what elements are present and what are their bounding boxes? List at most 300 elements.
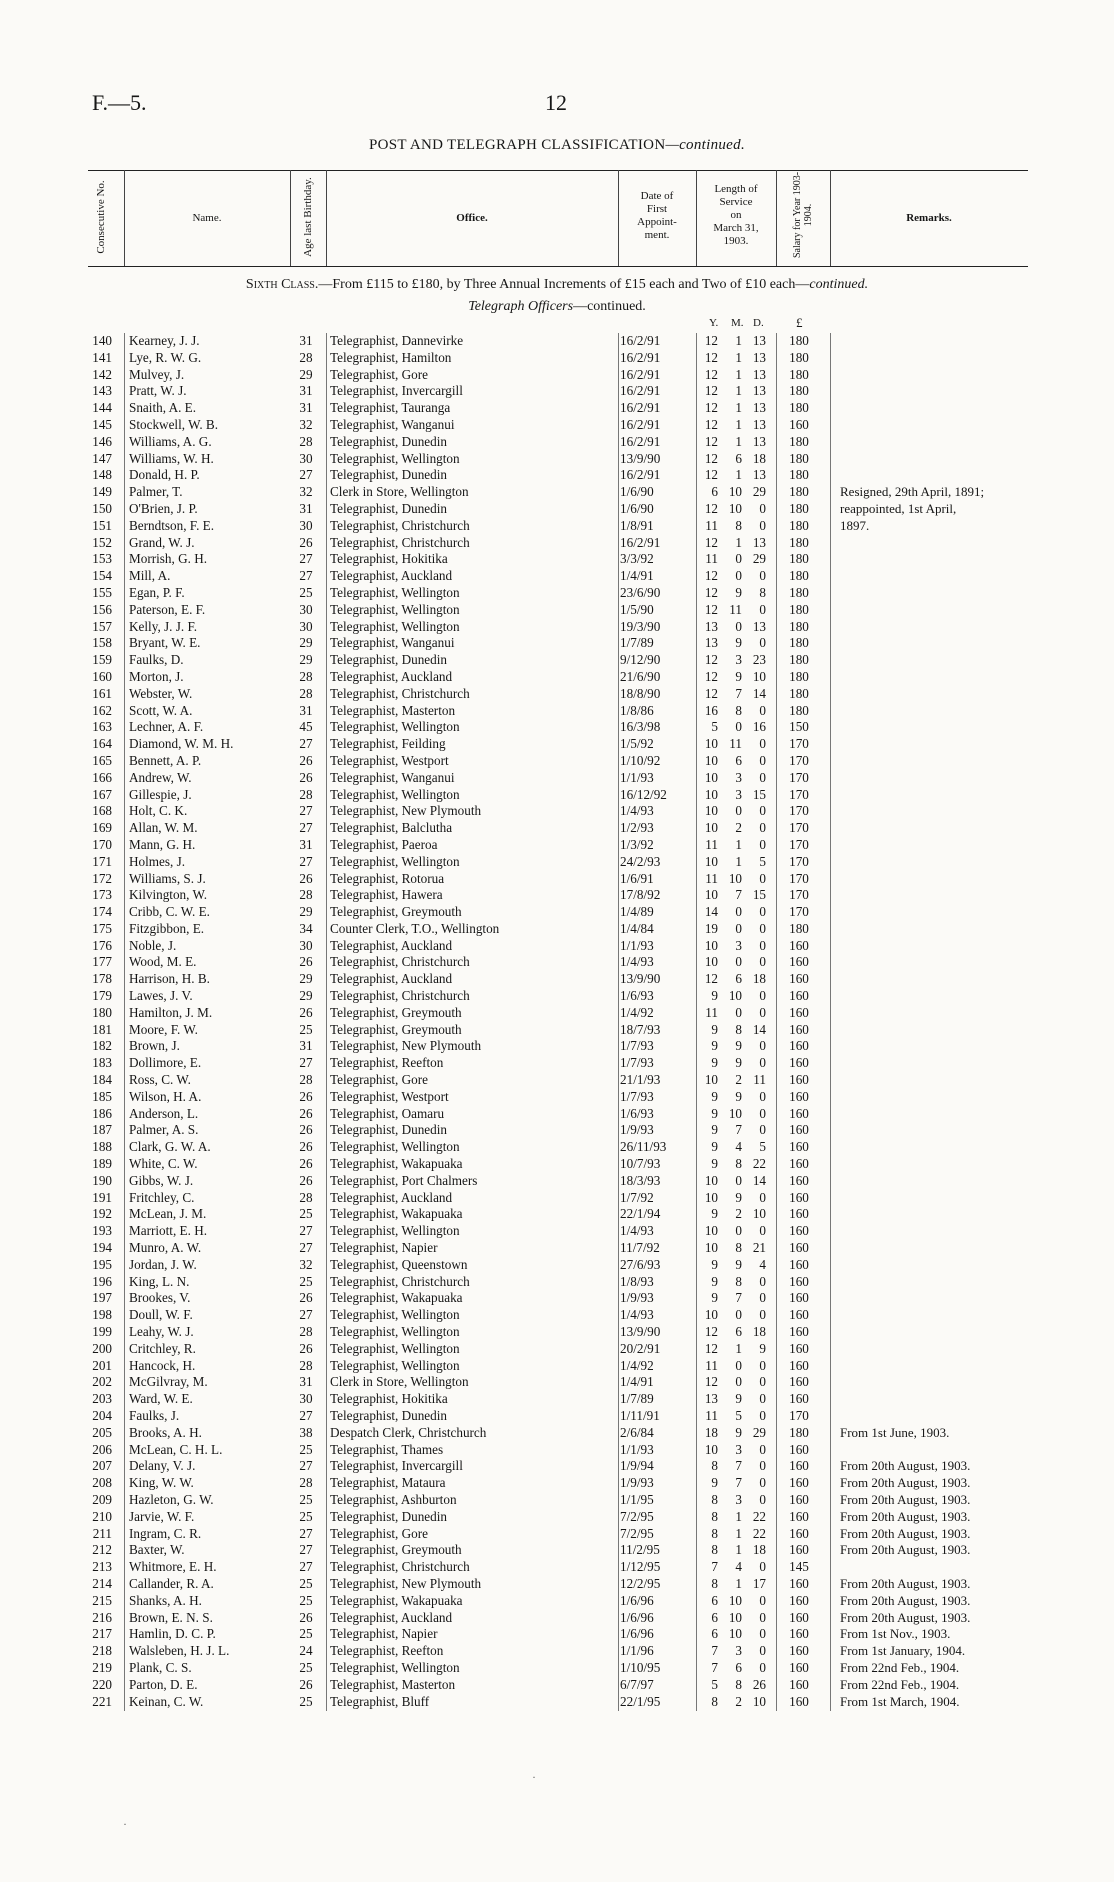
cell-y: 8 <box>711 1491 718 1507</box>
cell-m: 9 <box>735 1055 742 1071</box>
cell-d: 0 <box>759 820 766 836</box>
table-row <box>0 1106 1114 1123</box>
cell-name: Ross, C. W. <box>129 1072 191 1088</box>
cell-y: 8 <box>711 1542 718 1558</box>
cell-d: 29 <box>752 484 766 500</box>
cell-office: Telegraphist, Dunedin <box>330 1122 447 1138</box>
cell-salary: 180 <box>789 500 809 516</box>
cell-office: Telegraphist, Wellington <box>330 584 460 600</box>
cell-salary: 170 <box>789 904 809 920</box>
cell-y: 12 <box>704 366 718 382</box>
cell-date: 1/9/93 <box>620 1122 654 1138</box>
cell-date: 1/5/90 <box>620 601 654 617</box>
cell-name: Mulvey, J. <box>129 366 185 382</box>
cell-age: 25 <box>299 1206 313 1222</box>
cell-salary: 170 <box>789 803 809 819</box>
cell-salary: 160 <box>789 988 809 1004</box>
cell-date: 1/1/93 <box>620 769 654 785</box>
cell-date: 1/6/93 <box>620 1105 654 1121</box>
table-row <box>0 367 1114 384</box>
cell-no: 194 <box>92 1240 112 1256</box>
cell-date: 1/4/92 <box>620 1357 654 1373</box>
cell-y: 6 <box>711 484 718 500</box>
cell-d: 13 <box>752 349 766 365</box>
cell-d: 13 <box>752 400 766 416</box>
cell-d: 18 <box>752 450 766 466</box>
cell-m: 9 <box>735 635 742 651</box>
cell-m: 6 <box>735 971 742 987</box>
cell-age: 29 <box>299 988 313 1004</box>
table-row <box>0 1190 1114 1207</box>
cell-office: Telegraphist, Dunedin <box>330 1408 447 1423</box>
cell-d: 18 <box>752 1542 766 1558</box>
cell-y: 12 <box>704 1324 718 1340</box>
cell-age: 26 <box>299 1004 313 1020</box>
cell-salary: 180 <box>789 517 809 533</box>
cell-salary: 180 <box>789 484 809 500</box>
cell-y: 7 <box>711 1559 718 1575</box>
table-row <box>0 1475 1114 1492</box>
table-row <box>0 518 1114 535</box>
cell-name: Faulks, J. <box>129 1408 180 1423</box>
cell-name: Ingram, C. R. <box>129 1525 202 1541</box>
cell-d: 0 <box>759 517 766 533</box>
cell-no: 217 <box>92 1626 112 1642</box>
cell-date: 1/9/93 <box>620 1475 654 1491</box>
cell-age: 29 <box>299 971 313 987</box>
cell-salary: 180 <box>789 433 809 449</box>
cell-remarks: From 22nd Feb., 1904. <box>840 1659 960 1675</box>
cell-m: 3 <box>735 652 742 668</box>
cell-name: McLean, C. H. L. <box>129 1441 223 1457</box>
cell-d: 0 <box>759 769 766 785</box>
cell-m: 1 <box>735 1340 742 1356</box>
cell-d: 14 <box>752 1172 766 1188</box>
cell-salary: 180 <box>789 920 809 936</box>
cell-d: 0 <box>759 1374 766 1390</box>
cell-y: 12 <box>704 349 718 365</box>
cell-office: Telegraphist, Wellington <box>330 719 460 735</box>
cell-date: 6/7/97 <box>620 1676 654 1692</box>
cell-m: 0 <box>735 1307 742 1323</box>
cell-m: 10 <box>728 484 742 500</box>
cell-date: 23/6/90 <box>620 584 661 600</box>
cell-salary: 160 <box>789 1525 809 1541</box>
cell-office: Telegraphist, Gore <box>330 1525 428 1541</box>
cell-d: 0 <box>759 752 766 768</box>
cell-name: Clark, G. W. A. <box>129 1139 211 1155</box>
cell-date: 1/6/96 <box>620 1609 654 1625</box>
cell-salary: 180 <box>789 685 809 701</box>
cell-office: Telegraphist, Greymouth <box>330 904 462 920</box>
cell-date: 1/7/89 <box>620 635 654 651</box>
cell-name: Diamond, W. M. H. <box>129 736 234 752</box>
cell-salary: 160 <box>789 1391 809 1407</box>
table-row <box>0 1038 1114 1055</box>
cell-no: 166 <box>92 769 112 785</box>
cell-m: 1 <box>735 383 742 399</box>
cell-office: Telegraphist, Christchurch <box>330 1559 470 1575</box>
cell-age: 31 <box>299 836 313 852</box>
cell-no: 213 <box>92 1559 112 1575</box>
cell-no: 165 <box>92 752 112 768</box>
cell-office: Telegraphist, Thames <box>330 1441 444 1457</box>
cell-d: 13 <box>752 618 766 634</box>
cell-office: Telegraphist, Dunedin <box>330 1508 447 1524</box>
cell-office: Telegraphist, Christchurch <box>330 954 470 970</box>
cell-salary: 160 <box>789 1609 809 1625</box>
cell-y: 8 <box>711 1458 718 1474</box>
cell-date: 11/7/92 <box>620 1240 660 1256</box>
cell-y: 9 <box>711 1139 718 1155</box>
cell-salary: 160 <box>789 416 809 432</box>
cell-name: Doull, W. F. <box>129 1307 193 1323</box>
cell-salary: 180 <box>789 652 809 668</box>
cell-no: 192 <box>92 1206 112 1222</box>
table-row <box>0 1526 1114 1543</box>
cell-date: 1/4/91 <box>620 568 654 584</box>
cell-name: Stockwell, W. B. <box>129 416 219 432</box>
cell-date: 1/7/89 <box>620 1391 654 1407</box>
cell-name: Hancock, H. <box>129 1357 196 1373</box>
cell-date: 3/3/92 <box>620 551 654 567</box>
cell-y: 7 <box>711 1643 718 1659</box>
cell-salary: 160 <box>789 1122 809 1138</box>
cell-remarks: From 20th August, 1903. <box>840 1475 971 1491</box>
cell-age: 30 <box>299 1391 313 1407</box>
cell-office: Telegraphist, Greymouth <box>330 1542 462 1558</box>
cell-name: Wood, M. E. <box>129 954 197 970</box>
cell-age: 26 <box>299 954 313 970</box>
cell-d: 5 <box>759 853 766 869</box>
cell-remarks: From 22nd Feb., 1904. <box>840 1676 960 1692</box>
cell-y: 5 <box>711 1676 718 1692</box>
cell-age: 28 <box>299 1357 313 1373</box>
cell-d: 0 <box>759 1441 766 1457</box>
cell-name: Leahy, W. J. <box>129 1324 194 1340</box>
cell-office: Telegraphist, Ashburton <box>330 1491 457 1507</box>
cell-office: Telegraphist, Wakapuaka <box>330 1592 463 1608</box>
cell-no: 179 <box>92 988 112 1004</box>
cell-salary: 180 <box>789 601 809 617</box>
cell-name: Ward, W. E. <box>129 1391 193 1407</box>
cell-no: 218 <box>92 1643 112 1659</box>
cell-no: 183 <box>92 1055 112 1071</box>
cell-age: 27 <box>299 820 313 836</box>
cell-name: Whitmore, E. H. <box>129 1559 217 1575</box>
cell-name: King, L. N. <box>129 1273 190 1289</box>
cell-salary: 160 <box>789 1458 809 1474</box>
table-row <box>0 1307 1114 1324</box>
cell-y: 12 <box>704 971 718 987</box>
cell-m: 1 <box>735 416 742 432</box>
table-row <box>0 1156 1114 1173</box>
cell-name: Mann, G. H. <box>129 836 196 852</box>
table-row <box>0 1274 1114 1291</box>
cell-remarks: From 1st January, 1904. <box>840 1643 966 1659</box>
cell-y: 10 <box>704 803 718 819</box>
table-row <box>0 753 1114 770</box>
header-office: Office. <box>456 212 488 224</box>
cell-office: Telegraphist, Port Chalmers <box>330 1172 478 1188</box>
cell-y: 10 <box>704 1189 718 1205</box>
table-row <box>0 1240 1114 1257</box>
cell-office: Telegraphist, Gore <box>330 366 428 382</box>
cell-name: Critchley, R. <box>129 1340 196 1356</box>
cell-salary: 170 <box>789 769 809 785</box>
cell-name: Harrison, H. B. <box>129 971 210 987</box>
cell-salary: 160 <box>789 1004 809 1020</box>
cell-name: Holt, C. K. <box>129 803 188 819</box>
cell-salary: 160 <box>789 1290 809 1306</box>
table-row <box>0 1542 1114 1559</box>
cell-y: 12 <box>704 333 718 348</box>
cell-m: 2 <box>735 1206 742 1222</box>
cell-date: 24/2/93 <box>620 853 661 869</box>
cell-no: 168 <box>92 803 112 819</box>
cell-office: Telegraphist, Wellington <box>330 601 460 617</box>
cell-name: McGilvray, M. <box>129 1374 208 1390</box>
cell-salary: 160 <box>789 1055 809 1071</box>
cell-no: 167 <box>92 786 112 802</box>
cell-name: Morton, J. <box>129 668 184 684</box>
cell-no: 202 <box>92 1374 112 1390</box>
cell-d: 0 <box>759 870 766 886</box>
cell-d: 13 <box>752 333 766 348</box>
cell-remarks: From 1st June, 1903. <box>840 1424 950 1440</box>
cell-name: Callander, R. A. <box>129 1575 214 1591</box>
cell-d: 0 <box>759 920 766 936</box>
cell-m: 1 <box>735 349 742 365</box>
cell-name: Shanks, A. H. <box>129 1592 202 1608</box>
cell-no: 210 <box>92 1508 112 1524</box>
cell-y: 10 <box>704 1240 718 1256</box>
cell-y: 19 <box>704 920 718 936</box>
header-age: Age last Birthday. <box>302 177 314 257</box>
cell-office: Telegraphist, Dunedin <box>330 652 447 668</box>
title-continued: —continued. <box>665 137 745 153</box>
cell-d: 13 <box>752 383 766 399</box>
cell-salary: 180 <box>789 333 809 348</box>
cell-no: 205 <box>92 1424 112 1440</box>
cell-age: 28 <box>299 1189 313 1205</box>
cell-name: Lawes, J. V. <box>129 988 193 1004</box>
cell-no: 155 <box>92 584 112 600</box>
cell-y: 12 <box>704 568 718 584</box>
table-row <box>0 350 1114 367</box>
cell-salary: 160 <box>789 1374 809 1390</box>
cell-age: 27 <box>299 1408 313 1423</box>
cell-d: 0 <box>759 702 766 718</box>
cell-office: Telegraphist, Dannevirke <box>330 333 464 348</box>
cell-salary: 180 <box>789 400 809 416</box>
cell-no: 199 <box>92 1324 112 1340</box>
cell-no: 214 <box>92 1575 112 1591</box>
cell-no: 160 <box>92 668 112 684</box>
cell-date: 1/4/92 <box>620 1004 654 1020</box>
table-row <box>0 501 1114 518</box>
cell-age: 25 <box>299 1273 313 1289</box>
header-length <box>696 183 776 248</box>
cell-age: 27 <box>299 551 313 567</box>
cell-date: 7/2/95 <box>620 1508 654 1524</box>
header-length-line: Service <box>719 196 753 208</box>
cell-date: 18/3/93 <box>620 1172 661 1188</box>
table-row <box>0 400 1114 417</box>
table-row <box>0 551 1114 568</box>
table-row <box>0 1559 1114 1576</box>
cell-office: Telegraphist, Wellington <box>330 1223 460 1239</box>
cell-no: 219 <box>92 1659 112 1675</box>
header-name: Name. <box>192 212 222 224</box>
cell-date: 1/6/96 <box>620 1626 654 1642</box>
header-length-line: March 31, <box>713 222 759 234</box>
cell-y: 12 <box>704 601 718 617</box>
cell-d: 11 <box>753 1072 766 1088</box>
unit-pound: £ <box>796 315 803 330</box>
cell-no: 221 <box>92 1693 112 1709</box>
cell-y: 5 <box>711 719 718 735</box>
cell-name: Webster, W. <box>129 685 193 701</box>
table-row <box>0 1643 1114 1660</box>
header-bottom-rule <box>88 266 1028 267</box>
cell-salary: 160 <box>789 1307 809 1323</box>
cell-age: 27 <box>299 1240 313 1256</box>
cell-m: 1 <box>735 400 742 416</box>
cell-d: 14 <box>752 1021 766 1037</box>
table-row <box>0 669 1114 686</box>
page-number: 12 <box>545 90 567 115</box>
cell-m: 5 <box>735 1408 742 1423</box>
cell-m: 8 <box>735 1021 742 1037</box>
cell-age: 27 <box>299 853 313 869</box>
cell-date: 16/2/91 <box>620 416 661 432</box>
cell-age: 26 <box>299 1676 313 1692</box>
cell-office: Telegraphist, Christchurch <box>330 1273 470 1289</box>
cell-m: 2 <box>735 1072 742 1088</box>
cell-m: 0 <box>735 954 742 970</box>
cell-date: 1/6/91 <box>620 870 654 886</box>
cell-office: Telegraphist, Tauranga <box>330 400 451 416</box>
unit-years: Y. <box>709 317 719 329</box>
cell-no: 185 <box>92 1088 112 1104</box>
cell-date: 19/3/90 <box>620 618 661 634</box>
cell-y: 11 <box>705 517 718 533</box>
table-row <box>0 1022 1114 1039</box>
cell-age: 29 <box>299 904 313 920</box>
cell-date: 1/3/92 <box>620 836 654 852</box>
cell-age: 25 <box>299 1491 313 1507</box>
table-row <box>0 1626 1114 1643</box>
staff-table <box>0 333 1114 1710</box>
cell-name: Jarvie, W. F. <box>129 1508 195 1524</box>
cell-office: Telegraphist, Paeroa <box>330 836 438 852</box>
cell-no: 164 <box>92 736 112 752</box>
cell-date: 1/1/93 <box>620 937 654 953</box>
page-title <box>0 137 1114 154</box>
cell-y: 13 <box>704 618 718 634</box>
cell-salary: 160 <box>789 1206 809 1222</box>
cell-y: 13 <box>704 635 718 651</box>
cell-salary: 160 <box>789 954 809 970</box>
cell-office: Telegraphist, Gore <box>330 1072 428 1088</box>
cell-date: 1/9/93 <box>620 1290 654 1306</box>
cell-office: Telegraphist, Invercargill <box>330 383 463 399</box>
cell-y: 9 <box>711 1256 718 1272</box>
cell-no: 182 <box>92 1038 112 1054</box>
cell-no: 161 <box>92 685 112 701</box>
cell-salary: 160 <box>789 1088 809 1104</box>
cell-y: 12 <box>704 500 718 516</box>
table-row <box>0 585 1114 602</box>
table-row <box>0 1122 1114 1139</box>
cell-date: 2/6/84 <box>620 1424 654 1440</box>
table-row <box>0 619 1114 636</box>
cell-no: 190 <box>92 1172 112 1188</box>
cell-m: 1 <box>735 534 742 550</box>
scan-mark: · <box>532 1770 536 1784</box>
cell-no: 180 <box>92 1004 112 1020</box>
cell-date: 1/4/89 <box>620 904 654 920</box>
cell-d: 0 <box>759 635 766 651</box>
cell-date: 18/8/90 <box>620 685 661 701</box>
header-date-line: ment. <box>644 229 670 241</box>
cell-age: 26 <box>299 1088 313 1104</box>
cell-office: Telegraphist, New Plymouth <box>330 803 482 819</box>
cell-office: Telegraphist, Wellington <box>330 1357 460 1373</box>
cell-no: 173 <box>92 887 112 903</box>
cell-no: 188 <box>92 1139 112 1155</box>
cell-date: 1/6/90 <box>620 500 654 516</box>
cell-age: 25 <box>299 1659 313 1675</box>
subclass-name: Telegraph Officers <box>468 299 574 314</box>
cell-date: 16/2/91 <box>620 400 661 416</box>
cell-office: Telegraphist, Reefton <box>330 1643 444 1659</box>
cell-y: 11 <box>705 1408 718 1423</box>
cell-salary: 180 <box>789 635 809 651</box>
cell-office: Clerk in Store, Wellington <box>330 484 469 500</box>
cell-name: Jordan, J. W. <box>129 1256 197 1272</box>
cell-no: 171 <box>92 853 112 869</box>
cell-y: 10 <box>704 1172 718 1188</box>
cell-d: 0 <box>759 1659 766 1675</box>
cell-y: 12 <box>704 534 718 550</box>
table-row <box>0 1072 1114 1089</box>
cell-m: 0 <box>735 719 742 735</box>
cell-m: 8 <box>735 517 742 533</box>
cell-m: 9 <box>735 1189 742 1205</box>
cell-d: 0 <box>759 1122 766 1138</box>
cell-remarks: reappointed, 1st April, <box>840 500 957 516</box>
cell-no: 200 <box>92 1340 112 1356</box>
cell-age: 28 <box>299 685 313 701</box>
cell-salary: 160 <box>789 1038 809 1054</box>
cell-m: 3 <box>735 769 742 785</box>
cell-date: 12/2/95 <box>620 1575 661 1591</box>
cell-age: 31 <box>299 500 313 516</box>
cell-d: 13 <box>752 433 766 449</box>
cell-age: 27 <box>299 1559 313 1575</box>
cell-name: Lye, R. W. G. <box>129 349 202 365</box>
cell-name: Parton, D. E. <box>129 1676 198 1692</box>
cell-y: 6 <box>711 1626 718 1642</box>
cell-no: 220 <box>92 1676 112 1692</box>
table-row <box>0 1223 1114 1240</box>
cell-y: 16 <box>704 702 718 718</box>
cell-d: 0 <box>759 1038 766 1054</box>
cell-salary: 170 <box>789 853 809 869</box>
cell-name: Pratt, W. J. <box>129 383 187 399</box>
